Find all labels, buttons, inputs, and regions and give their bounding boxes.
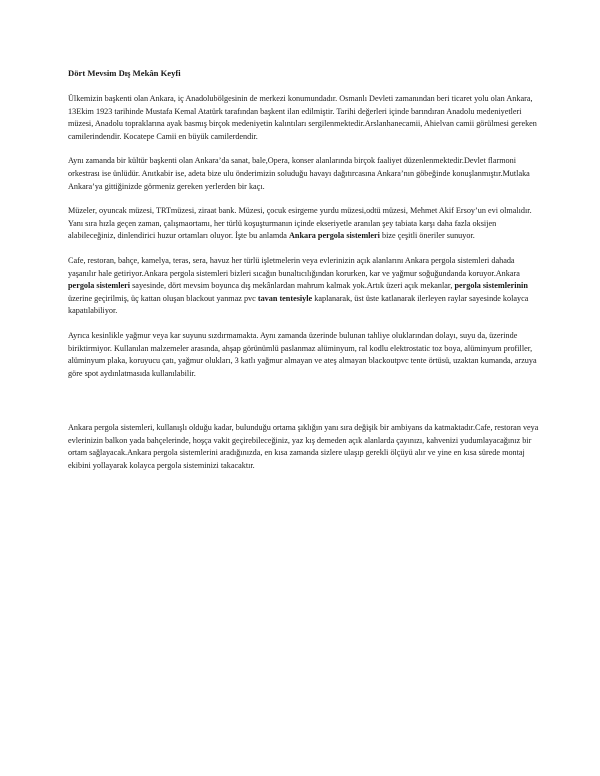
text-run: Ankara pergola sistemleri, kullanışlı olduğu kadar, bulunduğu ortama şıklığın yanı sıra değişik bir ambiyans da katmaktadır.Cafe, restoran veya evlerinizin balkon yada bahçelerinde, hoşça vakit geçirebileceğiniz, yaz kış demeden açık alanlarda çayınızı, kahvenizi yudumlayacağınız bir ortam sağlayacak.Ankara pergola sistemlerini aradığınızda, en kısa zamanda sizlere ulaşıp gerekli ölçüyü alır ve yine en kısa sürede montaj ekibini yollayarak kolayca pergola sisteminizi takacaktır. bbox=[68, 423, 539, 471]
text-run: kaplanarak, üst üste katlanarak ilerleyen raylar sayesinde kolayca kapatılabiliyor. bbox=[68, 293, 529, 316]
text-run: Aynı zamanda bir kültür başkenti olan Ankara’da sanat, bale,Opera, konser alanlarında birçok faaliyet düzenlenmektedir.Devlet flarmoni orkestrası ise ünlüdür. Anıtkabir ise, adeta bize ulu önderimizin soluduğu havayı dağıtırcasına Ankara’nın göbeğinde konuşlanmıştır.Mutlaka Ankara’ya gittiğinizde görmeniz gereken yerlerden bir kaçı. bbox=[68, 156, 530, 191]
paragraph bbox=[68, 205, 540, 243]
paragraph-spacer bbox=[68, 392, 540, 422]
text-run: bize çeşitli öneriler sunuyor. bbox=[379, 231, 475, 241]
paragraph bbox=[68, 422, 540, 472]
bold-text: pergola sistemlerinin bbox=[454, 281, 528, 291]
paragraph bbox=[68, 155, 540, 193]
text-run: Ülkemizin başkenti olan Ankara, iç Anadolubölgesinin de merkezi konumundadır. Osmanlı Devleti zamanından beri ticaret yolu olan Ankara, 13Ekim 1923 tarihinde Mustafa Kemal Atatürk tarafından başkent ilan edilmiştir. Tarihi değerleri içinde barındıran Anadolu medeniyetleri müzesi, Anadolu topraklarına ayak basmış birçok medeniyetin kalıntıları sergilenmektedir.Arslanhanecamii, Ahielvan camii görülmesi gereken camilerindendir. Kocatepe Camii en büyük camilerdendir. bbox=[68, 94, 537, 141]
document-title: Dört Mevsim Dış Mekân Keyfi bbox=[68, 68, 181, 78]
bold-text: pergola sistemleri bbox=[68, 281, 131, 291]
bold-text: tavan tentesiyle bbox=[257, 293, 313, 303]
text-run: Cafe, restoran, bahçe, kamelya, teras, sera, havuz her türlü işletmelerin veya evlerinizin açık alanlarını Ankara pergola sistemleri dahada yaşanılır hale getiriyor.Ankara pergola sistemleri bizleri sıcağın bunaltıcılığından korurken, kar ve yağmur soğuğundanda koruyor.Ankara bbox=[68, 255, 520, 278]
paragraph bbox=[68, 255, 540, 318]
document-body bbox=[68, 93, 540, 473]
text-run: sayesinde, dört mevsim boyunca dış mekânlardan mahrum kalmak yok.Artık üzeri açık mekanlar, bbox=[130, 281, 455, 291]
text-run: üzerine geçirilmiş, üç kattan oluşan blackout yanmaz pvc bbox=[68, 293, 258, 303]
bold-text: Ankara pergola sistemleri bbox=[289, 231, 380, 241]
paragraph bbox=[68, 93, 540, 143]
text-run: Müzeler, oyuncak müzesi, TRTmüzesi, ziraat bank. Müzesi, çocuk esirgeme yurdu müzesi,odtü müzesi, Mehmet Akif Ersoy’un evi olmalıdır. Yanı sıra hızla geçen zaman, çalışmaortamı, her türlü koşuşturmanın içinde ekseriyetle aranılan şey tabiata karşı daha fazla oksijen alabileceğiniz, dinlendirici huzur ortamları oluyor. İşte bu anlamda bbox=[68, 206, 532, 241]
text-run: Ayrıca kesinlikle yağmur veya kar suyunu sızdırmamakta. Aynı zamanda üzerinde bulunan tahliye oluklarından dolayı, suyu da, üzerinde biriktirmiyor. Kullanılan malzemeler arasında, ahşap görünümlü paslanmaz alüminyum, ral kodlu elektrostatic toz boya, alüminyum profiller, alüminyum plaka, koruyucu çatı, yağmur olukları, 3 katlı yağmur almayan ve ateş almayan blackoutpvc tente örtüsü, uzaktan kumanda, arzuya göre spot aydınlatmasıda kullanılabilir. bbox=[68, 330, 537, 378]
paragraph bbox=[68, 330, 540, 380]
